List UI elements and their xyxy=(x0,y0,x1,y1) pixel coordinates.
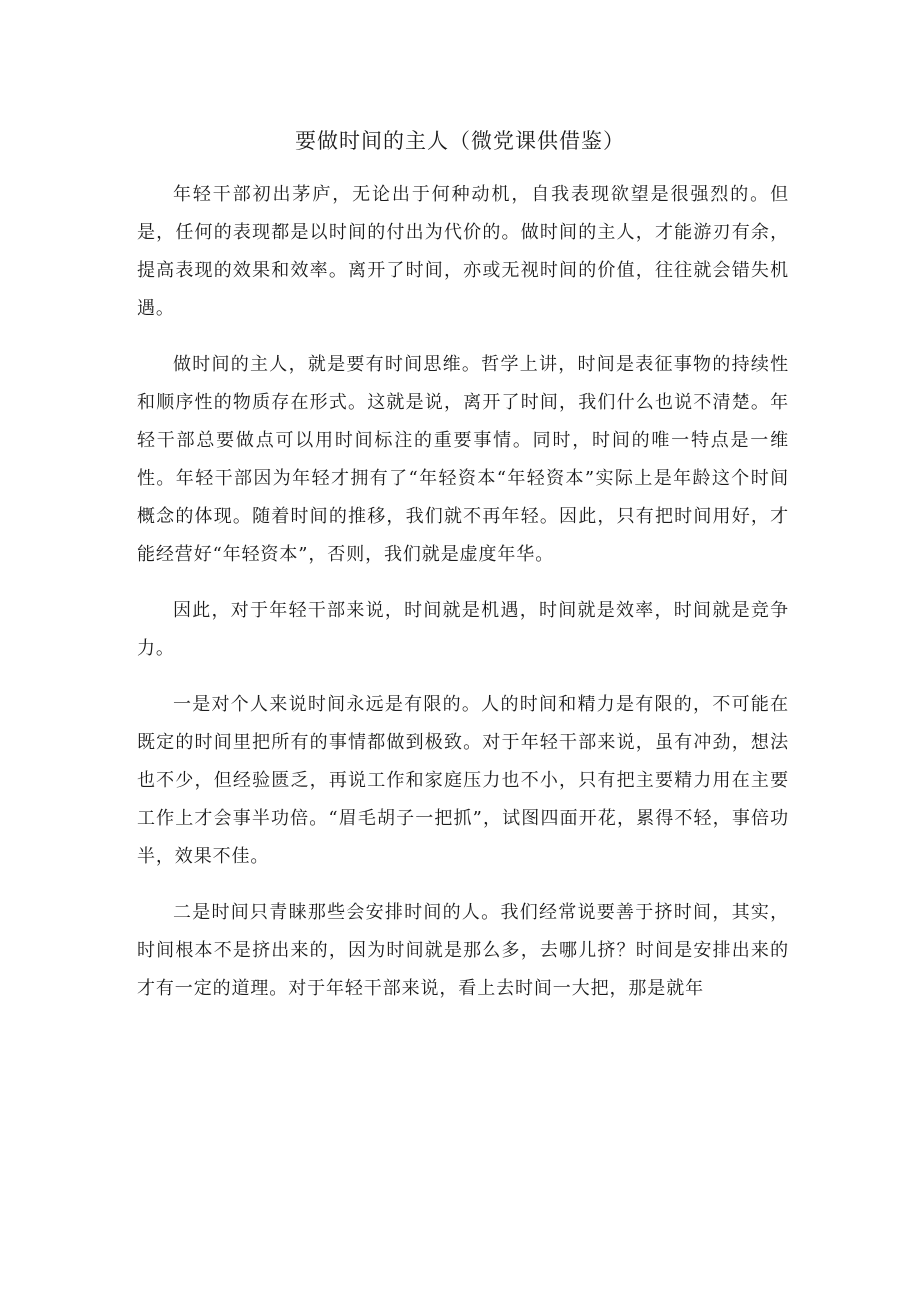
paragraph-point-one: 一是对个人来说时间永远是有限的。人的时间和精力是有限的，不可能在既定的时间里把所有的事情都做到极致。对于年轻干部来说，虽有冲劲，想法也不少，但经验匮乏，再说工作和家庭压力也不小，只有把主要精力用在主要工作上才会事半功倍。“眉毛胡子一把抓”，试图四面开花，累得不轻，事倍功半，效果不佳。 xyxy=(137,694,789,867)
paragraph-point-two: 二是时间只青睐那些会安排时间的人。我们经常说要善于挤时间，其实，时间根本不是挤出来的，因为时间就是那么多，去哪儿挤？时间是安排出来的才有一定的道理。对于年轻干部来说，看上去时间一大把，那是就年 xyxy=(137,902,789,999)
paragraph-conclusion: 因此，对于年轻干部来说，时间就是机遇，时间就是效率，时间就是竞争力。 xyxy=(137,600,789,659)
document-body xyxy=(137,176,789,1026)
paragraph-time-thinking: 做时间的主人，就是要有时间思维。哲学上讲，时间是表征事物的持续性和顺序性的物质存在形式。这就是说，离开了时间，我们什么也说不清楚。年轻干部总要做点可以用时间标注的重要事情。同时，时间的唯一特点是一维性。年轻干部因为年轻才拥有了“年轻资本“年轻资本”实际上是年龄这个时间概念的体现。随着时间的推移，我们就不再年轻。因此，只有把时间用好，才能经营好“年轻资本”，否则，我们就是虚度年华。 xyxy=(137,354,789,565)
document-title: 要做时间的主人（微党课供借鉴） xyxy=(295,129,625,153)
paragraph-intro: 年轻干部初出茅庐，无论出于何种动机，自我表现欲望是很强烈的。但是，任何的表现都是以时间的付出为代价的。做时间的主人，才能游刃有余，提高表现的效果和效率。离开了时间，亦或无视时间的价值，往往就会错失机遇。 xyxy=(137,184,789,319)
